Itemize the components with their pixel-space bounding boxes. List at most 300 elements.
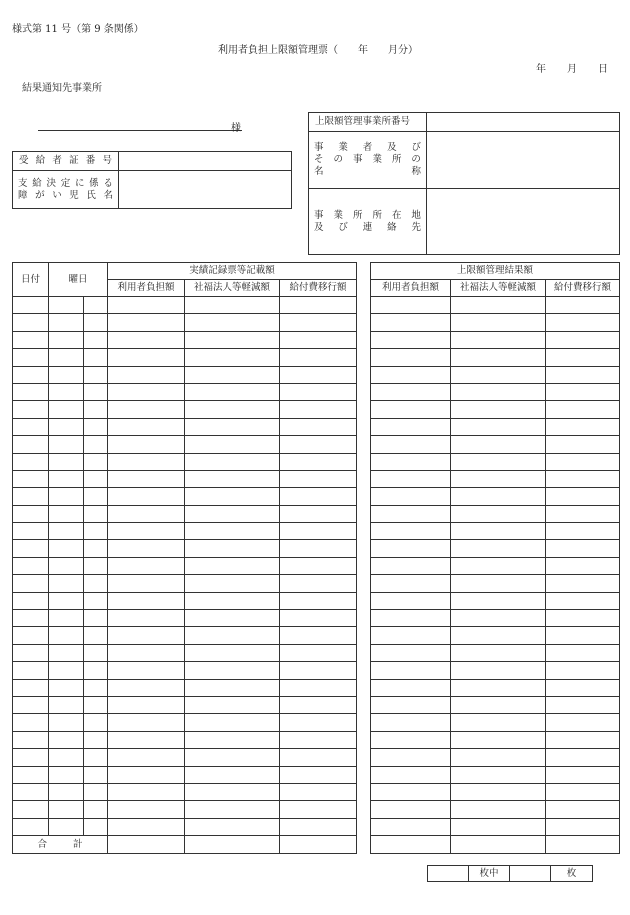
entry-cell[interactable] xyxy=(546,766,620,783)
entry-cell[interactable] xyxy=(49,418,84,435)
entry-cell[interactable] xyxy=(108,818,185,835)
entry-cell[interactable] xyxy=(13,366,49,383)
entry-cell[interactable] xyxy=(371,297,451,314)
entry-cell[interactable] xyxy=(13,314,49,331)
entry-cell[interactable] xyxy=(546,488,620,505)
entry-cell[interactable] xyxy=(49,662,84,679)
entry-cell[interactable] xyxy=(371,644,451,661)
entry-cell[interactable] xyxy=(280,610,357,627)
entry-cell[interactable] xyxy=(451,818,546,835)
entry-cell[interactable] xyxy=(84,731,108,748)
entry-cell[interactable] xyxy=(451,714,546,731)
entry-cell[interactable] xyxy=(280,679,357,696)
entry-cell[interactable] xyxy=(185,523,280,540)
entry-cell[interactable] xyxy=(84,331,108,348)
entry-cell[interactable] xyxy=(451,331,546,348)
entry-cell[interactable] xyxy=(49,366,84,383)
entry-cell[interactable] xyxy=(108,557,185,574)
entry-cell[interactable] xyxy=(84,297,108,314)
entry-cell[interactable] xyxy=(280,592,357,609)
entry-cell[interactable] xyxy=(13,383,49,400)
day-row xyxy=(371,731,620,748)
entry-cell[interactable] xyxy=(451,610,546,627)
entry-cell[interactable] xyxy=(451,297,546,314)
entry-cell[interactable] xyxy=(84,470,108,487)
entry-cell[interactable] xyxy=(108,610,185,627)
entry-cell[interactable] xyxy=(13,627,49,644)
entry-cell[interactable] xyxy=(546,523,620,540)
entry-cell[interactable] xyxy=(280,523,357,540)
entry-cell[interactable] xyxy=(49,818,84,835)
entry-cell[interactable] xyxy=(451,314,546,331)
child-name-field[interactable] xyxy=(119,171,292,209)
entry-cell[interactable] xyxy=(84,696,108,713)
entry-cell[interactable] xyxy=(546,505,620,522)
entry-cell[interactable] xyxy=(280,644,357,661)
entry-cell[interactable] xyxy=(546,783,620,800)
entry-cell[interactable] xyxy=(280,627,357,644)
entry-cell[interactable] xyxy=(546,453,620,470)
entry-cell[interactable] xyxy=(451,627,546,644)
day-row xyxy=(371,470,620,487)
entry-cell[interactable] xyxy=(546,366,620,383)
entry-cell[interactable] xyxy=(185,818,280,835)
entry-cell[interactable] xyxy=(546,592,620,609)
entry-cell[interactable] xyxy=(108,714,185,731)
entry-cell[interactable] xyxy=(185,783,280,800)
entry-cell[interactable] xyxy=(108,505,185,522)
entry-cell[interactable] xyxy=(108,331,185,348)
entry-cell[interactable] xyxy=(84,401,108,418)
entry-cell[interactable] xyxy=(185,696,280,713)
entry-cell[interactable] xyxy=(84,662,108,679)
entry-cell[interactable] xyxy=(546,314,620,331)
entry-cell[interactable] xyxy=(108,731,185,748)
entry-cell[interactable] xyxy=(280,818,357,835)
entry-cell[interactable] xyxy=(546,662,620,679)
entry-cell[interactable] xyxy=(13,679,49,696)
entry-cell[interactable] xyxy=(185,488,280,505)
entry-cell[interactable] xyxy=(451,383,546,400)
entry-cell[interactable] xyxy=(108,470,185,487)
entry-cell[interactable] xyxy=(13,488,49,505)
entry-cell[interactable] xyxy=(546,749,620,766)
entry-cell[interactable] xyxy=(451,523,546,540)
entry-cell[interactable] xyxy=(49,540,84,557)
entry-cell[interactable] xyxy=(49,488,84,505)
entry-cell[interactable] xyxy=(185,801,280,818)
entry-cell[interactable] xyxy=(371,453,451,470)
entry-cell[interactable] xyxy=(280,488,357,505)
entry-cell[interactable] xyxy=(108,801,185,818)
entry-cell[interactable] xyxy=(451,418,546,435)
entry-cell[interactable] xyxy=(49,557,84,574)
entry-cell[interactable] xyxy=(185,557,280,574)
entry-cell[interactable] xyxy=(84,349,108,366)
entry-cell[interactable] xyxy=(84,783,108,800)
entry-cell[interactable] xyxy=(13,575,49,592)
entry-cell[interactable] xyxy=(546,575,620,592)
entry-cell[interactable] xyxy=(546,470,620,487)
day-row xyxy=(13,418,357,435)
entry-cell[interactable] xyxy=(451,679,546,696)
total-cell[interactable] xyxy=(451,836,546,854)
entry-cell[interactable] xyxy=(13,523,49,540)
entry-cell[interactable] xyxy=(108,679,185,696)
entry-cell[interactable] xyxy=(13,557,49,574)
entry-cell[interactable] xyxy=(49,470,84,487)
entry-cell[interactable] xyxy=(108,523,185,540)
entry-cell[interactable] xyxy=(546,557,620,574)
entry-cell[interactable] xyxy=(49,644,84,661)
entry-cell[interactable] xyxy=(49,627,84,644)
entry-cell[interactable] xyxy=(451,470,546,487)
day-row xyxy=(371,383,620,400)
entry-cell[interactable] xyxy=(108,644,185,661)
entry-cell[interactable] xyxy=(13,331,49,348)
entry-cell[interactable] xyxy=(185,575,280,592)
entry-cell[interactable] xyxy=(108,540,185,557)
entry-cell[interactable] xyxy=(49,696,84,713)
entry-cell[interactable] xyxy=(451,453,546,470)
entry-cell[interactable] xyxy=(451,488,546,505)
entry-cell[interactable] xyxy=(546,801,620,818)
entry-cell[interactable] xyxy=(185,331,280,348)
entry-cell[interactable] xyxy=(451,557,546,574)
total-cell[interactable] xyxy=(185,836,280,854)
entry-cell[interactable] xyxy=(546,731,620,748)
entry-cell[interactable] xyxy=(108,453,185,470)
entry-cell[interactable] xyxy=(371,401,451,418)
entry-cell[interactable] xyxy=(371,783,451,800)
page-number-field[interactable] xyxy=(428,866,469,882)
entry-cell[interactable] xyxy=(371,627,451,644)
entry-cell[interactable] xyxy=(49,610,84,627)
entry-cell[interactable] xyxy=(371,766,451,783)
entry-cell[interactable] xyxy=(280,714,357,731)
entry-cell[interactable] xyxy=(49,575,84,592)
entry-cell[interactable] xyxy=(84,714,108,731)
entry-cell[interactable] xyxy=(185,731,280,748)
entry-cell[interactable] xyxy=(546,714,620,731)
entry-cell[interactable] xyxy=(546,436,620,453)
entry-cell[interactable] xyxy=(49,331,84,348)
entry-cell[interactable] xyxy=(84,505,108,522)
entry-cell[interactable] xyxy=(371,366,451,383)
entry-cell[interactable] xyxy=(84,592,108,609)
entry-cell[interactable] xyxy=(280,783,357,800)
entry-cell[interactable] xyxy=(280,749,357,766)
entry-cell[interactable] xyxy=(371,523,451,540)
entry-cell[interactable] xyxy=(546,401,620,418)
total-cell[interactable] xyxy=(108,836,185,854)
entry-cell[interactable] xyxy=(451,749,546,766)
recipient-name-line[interactable] xyxy=(38,130,242,131)
entry-cell[interactable] xyxy=(13,297,49,314)
entry-cell[interactable] xyxy=(546,696,620,713)
entry-cell[interactable] xyxy=(185,383,280,400)
entry-cell[interactable] xyxy=(84,453,108,470)
entry-cell[interactable] xyxy=(13,349,49,366)
entry-cell[interactable] xyxy=(185,418,280,435)
day-row xyxy=(13,383,357,400)
entry-cell[interactable] xyxy=(371,696,451,713)
day-row xyxy=(13,540,357,557)
entry-cell[interactable] xyxy=(84,488,108,505)
entry-cell[interactable] xyxy=(371,557,451,574)
entry-cell[interactable] xyxy=(546,644,620,661)
entry-cell[interactable] xyxy=(451,575,546,592)
entry-cell[interactable] xyxy=(13,610,49,627)
entry-cell[interactable] xyxy=(185,644,280,661)
entry-cell[interactable] xyxy=(13,592,49,609)
entry-cell[interactable] xyxy=(108,297,185,314)
entry-cell[interactable] xyxy=(280,470,357,487)
entry-cell[interactable] xyxy=(13,418,49,435)
entry-cell[interactable] xyxy=(84,575,108,592)
entry-cell[interactable] xyxy=(84,383,108,400)
office-name-field[interactable] xyxy=(427,132,620,189)
entry-cell[interactable] xyxy=(108,696,185,713)
entry-cell[interactable] xyxy=(49,314,84,331)
entry-cell[interactable] xyxy=(185,592,280,609)
total-pages-field[interactable] xyxy=(510,866,551,882)
entry-cell[interactable] xyxy=(185,662,280,679)
entry-cell[interactable] xyxy=(546,679,620,696)
entry-cell[interactable] xyxy=(451,801,546,818)
entry-cell[interactable] xyxy=(371,418,451,435)
entry-cell[interactable] xyxy=(49,297,84,314)
entry-cell[interactable] xyxy=(185,436,280,453)
entry-cell[interactable] xyxy=(371,731,451,748)
entry-cell[interactable] xyxy=(371,610,451,627)
entry-cell[interactable] xyxy=(49,714,84,731)
entry-cell[interactable] xyxy=(13,766,49,783)
entry-cell[interactable] xyxy=(371,436,451,453)
entry-cell[interactable] xyxy=(280,696,357,713)
office-number-field[interactable] xyxy=(427,113,620,132)
entry-cell[interactable] xyxy=(185,297,280,314)
entry-cell[interactable] xyxy=(13,540,49,557)
entry-cell[interactable] xyxy=(280,575,357,592)
entry-cell[interactable] xyxy=(371,749,451,766)
entry-cell[interactable] xyxy=(280,331,357,348)
entry-cell[interactable] xyxy=(108,349,185,366)
entry-cell[interactable] xyxy=(108,366,185,383)
entry-cell[interactable] xyxy=(84,366,108,383)
entry-cell[interactable] xyxy=(546,331,620,348)
entry-cell[interactable] xyxy=(13,731,49,748)
entry-cell[interactable] xyxy=(84,818,108,835)
entry-cell[interactable] xyxy=(49,783,84,800)
entry-cell[interactable] xyxy=(108,314,185,331)
entry-cell[interactable] xyxy=(451,662,546,679)
entry-cell[interactable] xyxy=(280,801,357,818)
entry-cell[interactable] xyxy=(280,453,357,470)
entry-cell[interactable] xyxy=(108,766,185,783)
entry-cell[interactable] xyxy=(84,523,108,540)
entry-cell[interactable] xyxy=(371,331,451,348)
total-cell[interactable] xyxy=(546,836,620,854)
entry-cell[interactable] xyxy=(280,436,357,453)
entry-cell[interactable] xyxy=(185,766,280,783)
entry-cell[interactable] xyxy=(49,592,84,609)
entry-cell[interactable] xyxy=(13,401,49,418)
entry-cell[interactable] xyxy=(13,801,49,818)
entry-cell[interactable] xyxy=(371,662,451,679)
entry-cell[interactable] xyxy=(280,540,357,557)
entry-cell[interactable] xyxy=(84,610,108,627)
entry-cell[interactable] xyxy=(49,523,84,540)
entry-cell[interactable] xyxy=(13,783,49,800)
entry-cell[interactable] xyxy=(49,383,84,400)
entry-cell[interactable] xyxy=(280,314,357,331)
entry-cell[interactable] xyxy=(49,349,84,366)
entry-cell[interactable] xyxy=(451,401,546,418)
entry-cell[interactable] xyxy=(185,540,280,557)
entry-cell[interactable] xyxy=(451,766,546,783)
day-row xyxy=(13,801,357,818)
entry-cell[interactable] xyxy=(84,801,108,818)
entry-cell[interactable] xyxy=(185,366,280,383)
entry-cell[interactable] xyxy=(451,366,546,383)
entry-cell[interactable] xyxy=(371,540,451,557)
entry-cell[interactable] xyxy=(49,505,84,522)
entry-cell[interactable] xyxy=(13,662,49,679)
entry-cell[interactable] xyxy=(49,679,84,696)
cert-number-field[interactable] xyxy=(119,152,292,171)
entry-cell[interactable] xyxy=(280,383,357,400)
entry-cell[interactable] xyxy=(371,488,451,505)
entry-cell[interactable] xyxy=(451,696,546,713)
entry-cell[interactable] xyxy=(49,749,84,766)
entry-cell[interactable] xyxy=(108,575,185,592)
entry-cell[interactable] xyxy=(84,766,108,783)
entry-cell[interactable] xyxy=(108,418,185,435)
entry-cell[interactable] xyxy=(280,662,357,679)
entry-cell[interactable] xyxy=(371,679,451,696)
entry-cell[interactable] xyxy=(13,436,49,453)
entry-cell[interactable] xyxy=(84,627,108,644)
entry-cell[interactable] xyxy=(84,540,108,557)
entry-cell[interactable] xyxy=(280,401,357,418)
entry-cell[interactable] xyxy=(451,731,546,748)
entry-cell[interactable] xyxy=(185,610,280,627)
entry-cell[interactable] xyxy=(185,505,280,522)
entry-cell[interactable] xyxy=(13,696,49,713)
entry-cell[interactable] xyxy=(451,644,546,661)
entry-cell[interactable] xyxy=(49,766,84,783)
entry-cell[interactable] xyxy=(280,349,357,366)
entry-cell[interactable] xyxy=(13,714,49,731)
entry-cell[interactable] xyxy=(185,349,280,366)
entry-cell[interactable] xyxy=(84,749,108,766)
entry-cell[interactable] xyxy=(546,383,620,400)
entry-cell[interactable] xyxy=(108,749,185,766)
entry-cell[interactable] xyxy=(371,592,451,609)
entry-cell[interactable] xyxy=(451,540,546,557)
entry-cell[interactable] xyxy=(371,383,451,400)
entry-cell[interactable] xyxy=(280,766,357,783)
entry-cell[interactable] xyxy=(49,731,84,748)
entry-cell[interactable] xyxy=(546,610,620,627)
entry-cell[interactable] xyxy=(185,453,280,470)
entry-cell[interactable] xyxy=(185,749,280,766)
entry-cell[interactable] xyxy=(371,505,451,522)
entry-cell[interactable] xyxy=(108,592,185,609)
entry-cell[interactable] xyxy=(546,349,620,366)
entry-cell[interactable] xyxy=(280,297,357,314)
entry-cell[interactable] xyxy=(371,314,451,331)
entry-cell[interactable] xyxy=(185,714,280,731)
entry-cell[interactable] xyxy=(546,627,620,644)
entry-cell[interactable] xyxy=(108,783,185,800)
entry-cell[interactable] xyxy=(49,453,84,470)
entry-cell[interactable] xyxy=(13,644,49,661)
entry-cell[interactable] xyxy=(84,436,108,453)
entry-cell[interactable] xyxy=(108,383,185,400)
entry-cell[interactable] xyxy=(185,470,280,487)
entry-cell[interactable] xyxy=(49,401,84,418)
entry-cell[interactable] xyxy=(108,401,185,418)
entry-cell[interactable] xyxy=(371,714,451,731)
entry-cell[interactable] xyxy=(451,436,546,453)
entry-cell[interactable] xyxy=(185,679,280,696)
entry-cell[interactable] xyxy=(84,418,108,435)
entry-cell[interactable] xyxy=(451,783,546,800)
entry-cell[interactable] xyxy=(546,540,620,557)
entry-cell[interactable] xyxy=(13,818,49,835)
entry-cell[interactable] xyxy=(108,627,185,644)
entry-cell[interactable] xyxy=(371,349,451,366)
entry-cell[interactable] xyxy=(185,401,280,418)
entry-cell[interactable] xyxy=(108,436,185,453)
entry-cell[interactable] xyxy=(13,505,49,522)
entry-cell[interactable] xyxy=(49,801,84,818)
total-cell[interactable] xyxy=(280,836,357,854)
total-cell[interactable] xyxy=(371,836,451,854)
entry-cell[interactable] xyxy=(371,801,451,818)
entry-cell[interactable] xyxy=(84,679,108,696)
entry-cell[interactable] xyxy=(546,418,620,435)
entry-cell[interactable] xyxy=(13,470,49,487)
entry-cell[interactable] xyxy=(280,418,357,435)
office-address-field[interactable] xyxy=(427,189,620,255)
entry-cell[interactable] xyxy=(371,818,451,835)
entry-cell[interactable] xyxy=(546,297,620,314)
entry-cell[interactable] xyxy=(451,592,546,609)
entry-cell[interactable] xyxy=(451,349,546,366)
entry-cell[interactable] xyxy=(13,453,49,470)
entry-cell[interactable] xyxy=(84,314,108,331)
entry-cell[interactable] xyxy=(84,557,108,574)
entry-cell[interactable] xyxy=(280,731,357,748)
entry-cell[interactable] xyxy=(546,818,620,835)
entry-cell[interactable] xyxy=(371,470,451,487)
entry-cell[interactable] xyxy=(13,749,49,766)
entry-cell[interactable] xyxy=(84,644,108,661)
entry-cell[interactable] xyxy=(108,488,185,505)
entry-cell[interactable] xyxy=(371,575,451,592)
entry-cell[interactable] xyxy=(108,662,185,679)
entry-cell[interactable] xyxy=(451,505,546,522)
entry-cell[interactable] xyxy=(280,366,357,383)
entry-cell[interactable] xyxy=(280,505,357,522)
entry-cell[interactable] xyxy=(185,314,280,331)
entry-cell[interactable] xyxy=(49,436,84,453)
entry-cell[interactable] xyxy=(185,627,280,644)
entry-cell[interactable] xyxy=(280,557,357,574)
